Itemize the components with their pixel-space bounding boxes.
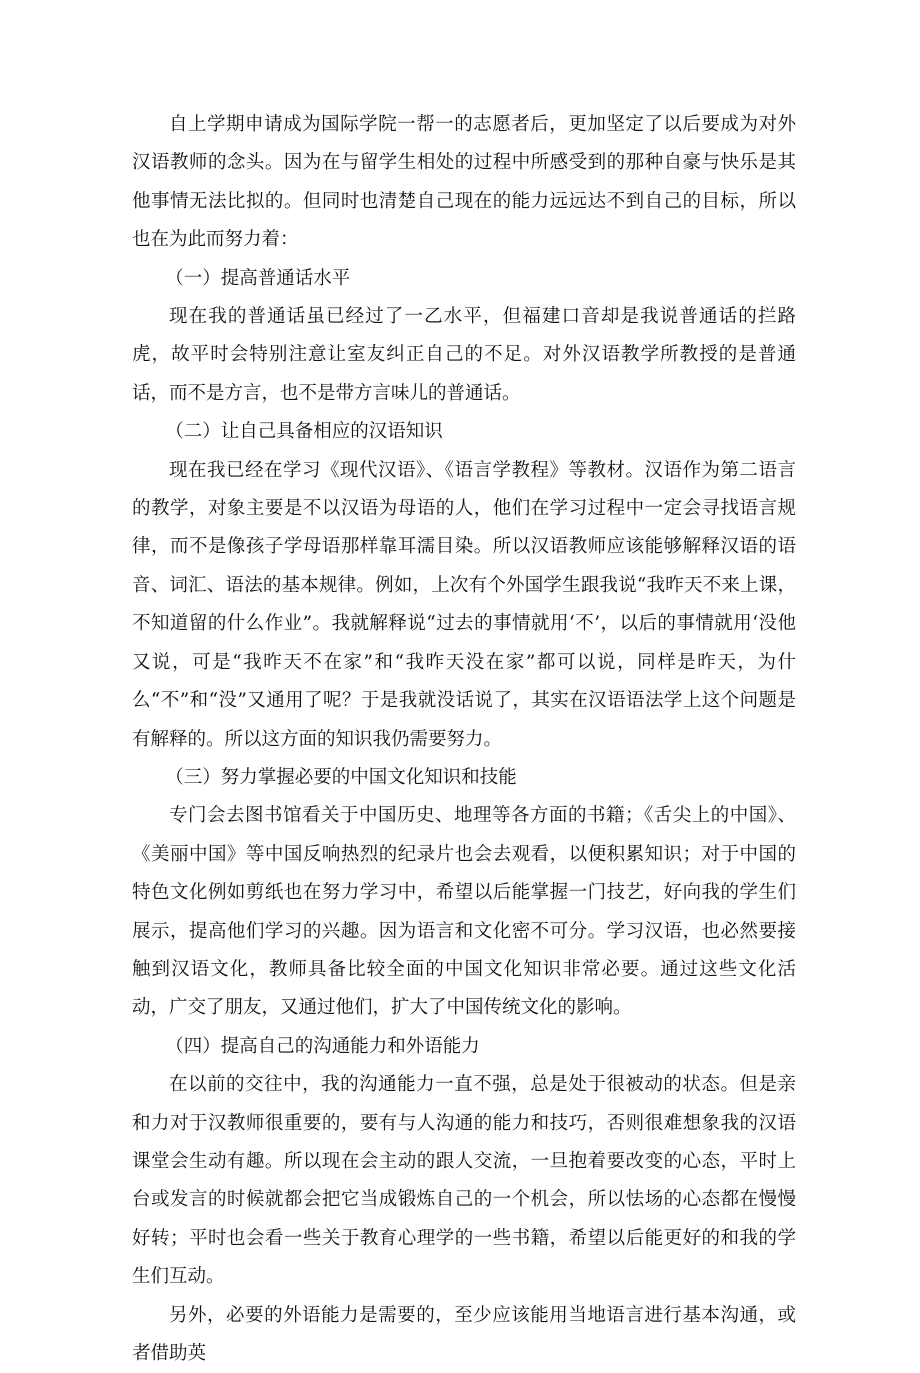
section-heading-4: （四）提高自己的沟通能力和外语能力 — [165, 1035, 480, 1057]
section-2-paragraph: 现在我已经在学习《现代汉语》、《语言学教程》等教材。汉语作为第二语言的教学，对象主要是不以汉语为母语的人，他们在学习过程中一定会寻找语言规律，而不是像孩子学母语那样靠耳濡目染。所以汉语教师应该能够解释汉语的语音、词汇、语法的基本规律。例如，上次有个外国学生跟我说“我昨天不来上课，不知道留的什么作业”。我就解释说“过去的事情就用‘不’，以后的事情就用‘没他又说，可是“我昨天不在家”和“我昨天没在家”都可以说，同样是昨天，为什么“不”和“没”又通用了呢？于是我就没话说了，其实在汉语语法学上这个问题是有解释的。所以这方面的知识我仍需要努力。 — [132, 459, 796, 750]
document-body — [132, 106, 796, 1373]
section-heading-1: （一）提高普通话水平 — [165, 267, 351, 289]
section-3-paragraph: 专门会去图书馆看关于中国历史、地理等各方面的书籍；《舌尖上的中国》、《美丽中国》等中国反响热烈的纪录片也会去观看，以便积累知识；对于中国的特色文化例如剪纸也在努力学习中，希望以后能掌握一门技艺，好向我的学生们展示，提高他们学习的兴趣。因为语言和文化密不可分。学习汉语，也必然要接触到汉语文化，教师具备比较全面的中国文化知识非常必要。通过这些文化活动，广交了朋友，又通过他们，扩大了中国传统文化的影响。 — [132, 805, 796, 1019]
section-4-paragraph: 在以前的交往中，我的沟通能力一直不强，总是处于很被动的状态。但是亲和力对于汉教师很重要的，要有与人沟通的能力和技巧，否则很难想象我的汉语课堂会生动有趣。所以现在会主动的跟人交流，一旦抱着要改变的心态，平时上台或发言的时候就都会把它当成锻炼自己的一个机会，所以怯场的心态都在慢慢好转；平时也会看一些关于教育心理学的一些书籍，希望以后能更好的和我的学生们互动。 — [132, 1074, 796, 1288]
section-1-paragraph: 现在我的普通话虽已经过了一乙水平，但福建口音却是我说普通话的拦路虎，故平时会特别注意让室友纠正自己的不足。对外汉语教学所教授的是普通话，而不是方言，也不是带方言味儿的普通话。 — [132, 306, 796, 404]
intro-paragraph: 自上学期申请成为国际学院一帮一的志愿者后，更加坚定了以后要成为对外汉语教师的念头。因为在与留学生相处的过程中所感受到的那种自豪与快乐是其他事情无法比拟的。但同时也清楚自己现在的能力远远达不到自己的目标，所以也在为此而努力着： — [132, 114, 796, 251]
section-heading-2: （二）让自己具备相应的汉语知识 — [165, 421, 443, 443]
section-4-paragraph-continued: 另外，必要的外语能力是需要的，至少应该能用当地语言进行基本沟通，或者借助英 — [132, 1304, 796, 1364]
section-heading-3: （三）努力掌握必要的中国文化知识和技能 — [165, 766, 517, 788]
